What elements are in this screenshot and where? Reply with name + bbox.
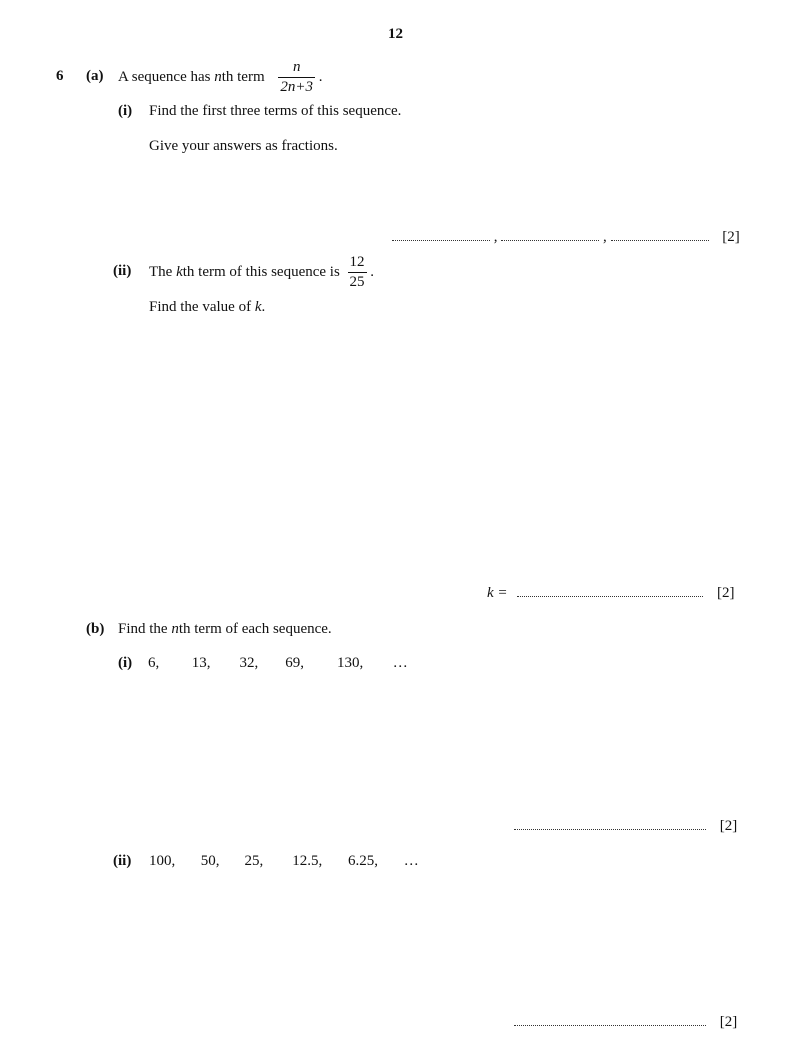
period: .	[370, 263, 375, 280]
sequence-term: 100,	[149, 853, 176, 869]
part-b-stem-n: n	[171, 621, 179, 637]
part-a-ii-label: (ii)	[113, 263, 132, 279]
sequence-term: 12.5,	[292, 853, 323, 869]
marks-b-ii: [2]	[719, 1014, 738, 1030]
part-a-stem-suffix: th term	[221, 68, 265, 85]
part-b-stem	[118, 621, 332, 638]
part-b-i-answer-line	[514, 817, 737, 835]
part-b-label: (b)	[86, 621, 105, 637]
answer-separator-2: ,	[603, 229, 607, 245]
sequence-term: 130,	[337, 655, 364, 671]
part-a-i-text: Find the first three terms of this sequence.	[149, 103, 402, 119]
nth-term-denominator: 2n+3	[280, 79, 313, 95]
answer-blank-b-ii[interactable]	[514, 1013, 706, 1026]
part-a-i-label: (i)	[118, 103, 133, 119]
part-a-stem-prefix: A sequence has	[118, 68, 215, 85]
marks-a-i: [2]	[722, 229, 740, 245]
nth-term-numerator: n	[292, 59, 301, 75]
part-b-stem-suffix: th term of each sequence.	[178, 621, 332, 637]
part-a-ii-instruction	[149, 299, 265, 316]
answer-blank-2[interactable]	[501, 228, 599, 241]
part-a-ii-text-suffix: th term of this sequence is	[182, 263, 340, 280]
part-a-i-answer-line	[392, 228, 740, 246]
part-b-stem-prefix: Find the	[118, 621, 172, 637]
answer-label-k: k =	[487, 585, 508, 601]
sequence-term: 25,	[244, 853, 264, 869]
sequence-term: 69,	[285, 655, 304, 671]
marks-b-i: [2]	[719, 818, 738, 834]
question-number: 6	[56, 68, 64, 84]
period: .	[318, 68, 323, 85]
sequence-term: 32,	[239, 655, 259, 671]
part-b-ii-answer-line	[514, 1013, 737, 1031]
part-a-stem	[118, 60, 323, 95]
page-number: 12	[388, 26, 403, 42]
period: .	[261, 299, 266, 315]
part-a-ii-text-prefix: The	[149, 263, 177, 280]
sequence-term: 6,	[148, 655, 160, 671]
sequence-term: 50,	[200, 853, 220, 869]
part-b-i-label: (i)	[118, 655, 133, 671]
part-a-stem-n: n	[214, 68, 222, 85]
sequence-ellipsis: …	[392, 655, 408, 671]
sequence-ellipsis: …	[403, 853, 419, 869]
part-a-ii-instruction-prefix: Find the value of	[149, 299, 255, 315]
part-a-ii-text-k: k	[176, 263, 183, 280]
answer-blank-1[interactable]	[392, 228, 490, 241]
answer-blank-k[interactable]	[517, 584, 703, 597]
answer-blank-b-i[interactable]	[514, 817, 706, 830]
part-a-ii-answer-line	[487, 584, 735, 602]
marks-a-ii: [2]	[717, 585, 735, 601]
part-a-label: (a)	[86, 68, 104, 84]
answer-separator-1: ,	[493, 229, 498, 245]
sequence-term: 6.25,	[348, 853, 378, 869]
nth-term-fraction	[278, 60, 315, 95]
kth-term-denominator: 25	[349, 274, 365, 290]
part-b-ii-label: (ii)	[113, 853, 132, 869]
kth-term-numerator: 12	[349, 254, 365, 270]
sequence-term: 13,	[191, 655, 211, 671]
part-b-i-sequence	[148, 655, 422, 672]
part-b-ii-sequence	[149, 853, 433, 870]
part-a-ii-text	[149, 255, 374, 290]
part-a-ii-instruction-k: k	[254, 299, 262, 315]
kth-term-fraction	[348, 255, 367, 290]
part-a-i-instruction: Give your answers as fractions.	[149, 138, 338, 154]
answer-blank-3[interactable]	[611, 228, 709, 241]
